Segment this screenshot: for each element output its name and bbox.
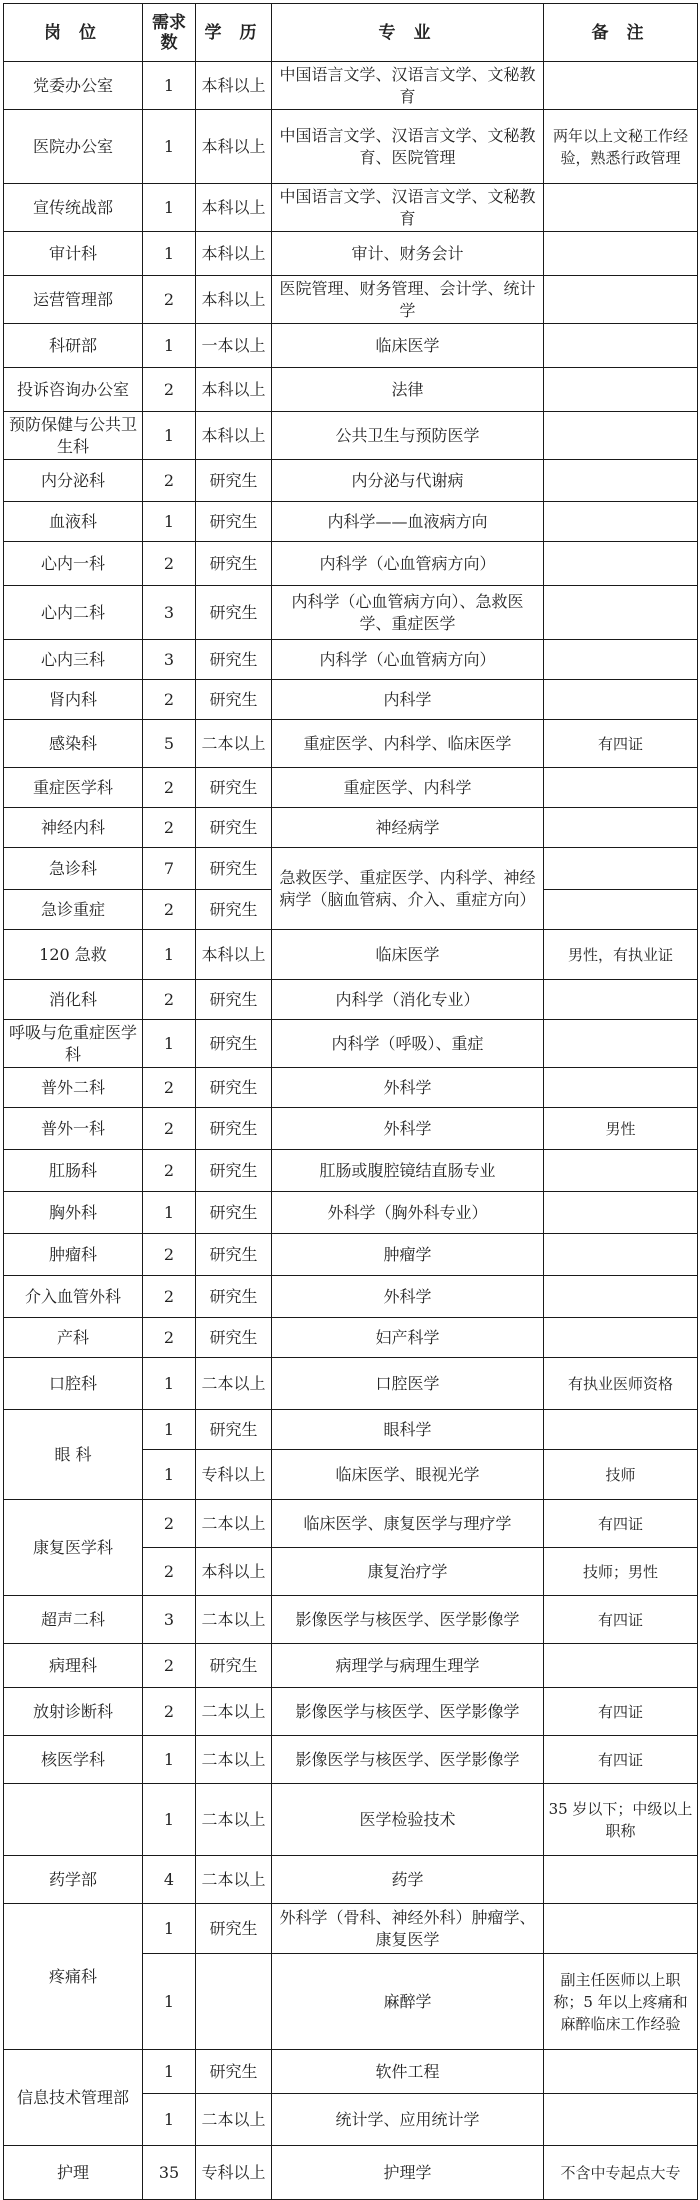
cell-education: 二本以上 [196, 1500, 272, 1548]
cell-count: 1 [143, 1358, 196, 1410]
cell-education: 专科以上 [196, 2146, 272, 2200]
table-row [4, 2050, 698, 2094]
cell-education: 二本以上 [196, 1736, 272, 1784]
cell-major: 临床医学、康复医学与理疗学 [272, 1500, 544, 1548]
table-row [4, 2146, 698, 2200]
cell-note [544, 1020, 698, 1068]
cell-note [544, 62, 698, 110]
table-row [4, 1410, 698, 1450]
cell-education: 研究生 [196, 1904, 272, 1954]
table-row [4, 1500, 698, 1548]
cell-note [544, 1150, 698, 1192]
cell-major: 内科学（心血管病方向） [272, 542, 544, 586]
cell-position: 病理科 [4, 1644, 143, 1688]
cell-count: 2 [143, 1500, 196, 1548]
cell-education: 二本以上 [196, 720, 272, 768]
cell-note: 不含中专起点大专 [544, 2146, 698, 2200]
cell-note [544, 1410, 698, 1450]
table-row [4, 586, 698, 640]
cell-count: 2 [143, 1318, 196, 1358]
cell-position: 预防保健与公共卫生科 [4, 412, 143, 460]
cell-count: 1 [143, 1904, 196, 1954]
cell-major: 病理学与病理生理学 [272, 1644, 544, 1688]
cell-note [544, 1276, 698, 1318]
cell-major: 中国语言文学、汉语言文学、文秘教育 [272, 184, 544, 232]
cell-position: 运营管理部 [4, 276, 143, 324]
cell-note [544, 1234, 698, 1276]
cell-count: 2 [143, 1234, 196, 1276]
cell-major: 外科学（胸外科专业） [272, 1192, 544, 1234]
cell-education: 研究生 [196, 1150, 272, 1192]
cell-major: 医院管理、财务管理、会计学、统计学 [272, 276, 544, 324]
cell-count: 1 [143, 1784, 196, 1856]
cell-position: 药学部 [4, 1856, 143, 1904]
cell-position [4, 1784, 143, 1856]
cell-major: 外科学 [272, 1068, 544, 1108]
cell-major: 肛肠或腹腔镜结直肠专业 [272, 1150, 544, 1192]
table-row [4, 1784, 698, 1856]
cell-count: 35 [143, 2146, 196, 2200]
cell-education: 研究生 [196, 1644, 272, 1688]
cell-count: 1 [143, 412, 196, 460]
cell-education: 本科以上 [196, 368, 272, 412]
table-row [4, 1192, 698, 1234]
table-row [4, 768, 698, 808]
cell-position: 放射诊断科 [4, 1688, 143, 1736]
cell-education [196, 1954, 272, 2050]
cell-note [544, 586, 698, 640]
cell-education: 研究生 [196, 680, 272, 720]
cell-note [544, 1904, 698, 1954]
cell-position: 超声二科 [4, 1596, 143, 1644]
cell-note [544, 184, 698, 232]
cell-count: 2 [143, 1068, 196, 1108]
cell-education: 研究生 [196, 768, 272, 808]
cell-note: 男性 [544, 1108, 698, 1150]
table-row [4, 412, 698, 460]
cell-count: 3 [143, 640, 196, 680]
cell-education: 本科以上 [196, 1548, 272, 1596]
cell-position: 心内一科 [4, 542, 143, 586]
table-row [4, 1856, 698, 1904]
cell-note [544, 768, 698, 808]
cell-education: 二本以上 [196, 1358, 272, 1410]
cell-education: 本科以上 [196, 930, 272, 980]
cell-count: 2 [143, 460, 196, 502]
cell-position: 消化科 [4, 980, 143, 1020]
cell-note [544, 848, 698, 890]
cell-note: 有四证 [544, 1596, 698, 1644]
cell-education: 二本以上 [196, 2094, 272, 2146]
cell-major: 内科学（心血管病方向）、急救医学、重症医学 [272, 586, 544, 640]
cell-count: 3 [143, 586, 196, 640]
cell-education: 研究生 [196, 586, 272, 640]
cell-count: 2 [143, 680, 196, 720]
cell-major: 内分泌与代谢病 [272, 460, 544, 502]
cell-note [544, 460, 698, 502]
table-row [4, 502, 698, 542]
cell-major: 内科学——血液病方向 [272, 502, 544, 542]
cell-note: 男性，有执业证 [544, 930, 698, 980]
table-row [4, 1318, 698, 1358]
cell-major: 内科学（呼吸）、重症 [272, 1020, 544, 1068]
cell-position: 内分泌科 [4, 460, 143, 502]
header-education: 学 历 [196, 4, 272, 62]
cell-count: 1 [143, 502, 196, 542]
table-row [4, 1736, 698, 1784]
table-row [4, 542, 698, 586]
cell-position: 120 急救 [4, 930, 143, 980]
cell-count: 1 [143, 1192, 196, 1234]
cell-count: 2 [143, 1276, 196, 1318]
cell-major: 神经病学 [272, 808, 544, 848]
cell-education: 研究生 [196, 502, 272, 542]
cell-count: 2 [143, 1108, 196, 1150]
table-row [4, 324, 698, 368]
cell-education: 二本以上 [196, 1688, 272, 1736]
cell-count: 1 [143, 1450, 196, 1500]
cell-position: 医院办公室 [4, 110, 143, 184]
cell-note [544, 1318, 698, 1358]
table-row [4, 1020, 698, 1068]
cell-position: 介入血管外科 [4, 1276, 143, 1318]
cell-major: 麻醉学 [272, 1954, 544, 2050]
cell-count: 3 [143, 1596, 196, 1644]
cell-count: 2 [143, 368, 196, 412]
table-row [4, 184, 698, 232]
cell-note [544, 1192, 698, 1234]
table-row [4, 1358, 698, 1410]
cell-major: 医学检验技术 [272, 1784, 544, 1856]
cell-major: 中国语言文学、汉语言文学、文秘教育、医院管理 [272, 110, 544, 184]
table-row [4, 640, 698, 680]
cell-note [544, 502, 698, 542]
cell-count: 2 [143, 276, 196, 324]
cell-education: 研究生 [196, 542, 272, 586]
cell-education: 研究生 [196, 1192, 272, 1234]
cell-position: 审计科 [4, 232, 143, 276]
cell-count: 2 [143, 542, 196, 586]
cell-major: 统计学、应用统计学 [272, 2094, 544, 2146]
cell-major: 内科学 [272, 680, 544, 720]
cell-note: 副主任医师以上职称；5 年以上疼痛和麻醉临床工作经验 [544, 1954, 698, 2050]
cell-major: 审计、财务会计 [272, 232, 544, 276]
cell-major: 法律 [272, 368, 544, 412]
cell-count: 2 [143, 980, 196, 1020]
cell-note: 有四证 [544, 1500, 698, 1548]
cell-position: 急诊科 [4, 848, 143, 890]
cell-education: 本科以上 [196, 276, 272, 324]
cell-position: 急诊重症 [4, 890, 143, 930]
cell-note: 技师 [544, 1450, 698, 1500]
cell-note [544, 276, 698, 324]
cell-note [544, 232, 698, 276]
cell-count: 2 [143, 1688, 196, 1736]
cell-education: 本科以上 [196, 62, 272, 110]
header-major: 专 业 [272, 4, 544, 62]
cell-position: 信息技术管理部 [4, 2050, 143, 2146]
cell-education: 研究生 [196, 980, 272, 1020]
cell-note: 技师；男性 [544, 1548, 698, 1596]
cell-position: 党委办公室 [4, 62, 143, 110]
recruitment-table [3, 3, 698, 2200]
cell-education: 研究生 [196, 1234, 272, 1276]
cell-count: 1 [143, 930, 196, 980]
cell-position: 核医学科 [4, 1736, 143, 1784]
cell-position: 护理 [4, 2146, 143, 2200]
cell-count: 1 [143, 110, 196, 184]
cell-education: 一本以上 [196, 324, 272, 368]
cell-major: 内科学（心血管病方向） [272, 640, 544, 680]
table-row [4, 720, 698, 768]
cell-count: 4 [143, 1856, 196, 1904]
cell-major: 肿瘤学 [272, 1234, 544, 1276]
cell-education: 研究生 [196, 1410, 272, 1450]
cell-note [544, 808, 698, 848]
header-row [4, 4, 698, 62]
cell-count: 2 [143, 1644, 196, 1688]
table-row [4, 1688, 698, 1736]
table-row [4, 848, 698, 890]
cell-count: 2 [143, 808, 196, 848]
cell-major: 影像医学与核医学、医学影像学 [272, 1736, 544, 1784]
table-row [4, 1068, 698, 1108]
cell-count: 2 [143, 890, 196, 930]
cell-education: 本科以上 [196, 184, 272, 232]
table-row [4, 1904, 698, 1954]
cell-position: 康复医学科 [4, 1500, 143, 1596]
cell-position: 心内三科 [4, 640, 143, 680]
cell-position: 神经内科 [4, 808, 143, 848]
cell-position: 肾内科 [4, 680, 143, 720]
cell-note: 有四证 [544, 1736, 698, 1784]
cell-count: 2 [143, 1548, 196, 1596]
table-row [4, 680, 698, 720]
cell-education: 二本以上 [196, 1856, 272, 1904]
cell-major: 妇产科学 [272, 1318, 544, 1358]
cell-note [544, 2050, 698, 2094]
cell-major: 外科学（骨科、神经外科）肿瘤学、康复医学 [272, 1904, 544, 1954]
table-row [4, 1276, 698, 1318]
cell-count: 1 [143, 1954, 196, 2050]
cell-major: 急救医学、重症医学、内科学、神经病学（脑血管病、介入、重症方向） [272, 848, 544, 930]
table-row [4, 1150, 698, 1192]
cell-major: 口腔医学 [272, 1358, 544, 1410]
cell-count: 1 [143, 2094, 196, 2146]
cell-position: 感染科 [4, 720, 143, 768]
table-row [4, 276, 698, 324]
cell-count: 1 [143, 324, 196, 368]
table-row [4, 980, 698, 1020]
cell-count: 5 [143, 720, 196, 768]
cell-note [544, 980, 698, 1020]
cell-note [544, 2094, 698, 2146]
cell-note: 有执业医师资格 [544, 1358, 698, 1410]
table-row [4, 62, 698, 110]
cell-count: 1 [143, 62, 196, 110]
table-row [4, 460, 698, 502]
cell-major: 康复治疗学 [272, 1548, 544, 1596]
table-row [4, 1108, 698, 1150]
cell-education: 研究生 [196, 848, 272, 890]
cell-note [544, 680, 698, 720]
cell-education: 本科以上 [196, 412, 272, 460]
cell-count: 1 [143, 232, 196, 276]
cell-education: 二本以上 [196, 1784, 272, 1856]
cell-count: 1 [143, 2050, 196, 2094]
cell-note: 有四证 [544, 720, 698, 768]
cell-position: 胸外科 [4, 1192, 143, 1234]
cell-major: 公共卫生与预防医学 [272, 412, 544, 460]
cell-education: 研究生 [196, 2050, 272, 2094]
cell-note [544, 890, 698, 930]
cell-major: 眼科学 [272, 1410, 544, 1450]
cell-education: 专科以上 [196, 1450, 272, 1500]
cell-count: 1 [143, 1736, 196, 1784]
cell-count: 2 [143, 1150, 196, 1192]
cell-position: 重症医学科 [4, 768, 143, 808]
cell-note [544, 412, 698, 460]
cell-major: 临床医学 [272, 324, 544, 368]
table-row [4, 110, 698, 184]
cell-note [544, 1644, 698, 1688]
table-row [4, 1644, 698, 1688]
header-position: 岗 位 [4, 4, 143, 62]
table-row [4, 232, 698, 276]
cell-count: 2 [143, 768, 196, 808]
cell-position: 疼痛科 [4, 1904, 143, 2050]
cell-education: 研究生 [196, 460, 272, 502]
cell-position: 心内二科 [4, 586, 143, 640]
cell-education: 研究生 [196, 1020, 272, 1068]
cell-position: 科研部 [4, 324, 143, 368]
cell-note [544, 324, 698, 368]
cell-position: 普外一科 [4, 1108, 143, 1150]
cell-education: 本科以上 [196, 232, 272, 276]
cell-position: 口腔科 [4, 1358, 143, 1410]
cell-major: 软件工程 [272, 2050, 544, 2094]
cell-major: 外科学 [272, 1108, 544, 1150]
table-row [4, 368, 698, 412]
cell-position: 产科 [4, 1318, 143, 1358]
cell-note [544, 368, 698, 412]
cell-note: 35 岁以下；中级以上职称 [544, 1784, 698, 1856]
cell-education: 研究生 [196, 640, 272, 680]
table-row [4, 1596, 698, 1644]
cell-position: 血液科 [4, 502, 143, 542]
header-note: 备 注 [544, 4, 698, 62]
table-row [4, 808, 698, 848]
cell-education: 研究生 [196, 1108, 272, 1150]
cell-education: 本科以上 [196, 110, 272, 184]
cell-position: 呼吸与危重症医学科 [4, 1020, 143, 1068]
cell-position: 宣传统战部 [4, 184, 143, 232]
table-row [4, 1234, 698, 1276]
cell-major: 临床医学、眼视光学 [272, 1450, 544, 1500]
cell-major: 外科学 [272, 1276, 544, 1318]
cell-position: 普外二科 [4, 1068, 143, 1108]
cell-note [544, 1856, 698, 1904]
cell-education: 研究生 [196, 890, 272, 930]
cell-major: 重症医学、内科学、临床医学 [272, 720, 544, 768]
cell-note [544, 640, 698, 680]
cell-position: 眼 科 [4, 1410, 143, 1500]
cell-note: 有四证 [544, 1688, 698, 1736]
cell-major: 临床医学 [272, 930, 544, 980]
table-row [4, 930, 698, 980]
cell-major: 影像医学与核医学、医学影像学 [272, 1596, 544, 1644]
cell-education: 研究生 [196, 1318, 272, 1358]
cell-position: 投诉咨询办公室 [4, 368, 143, 412]
cell-major: 药学 [272, 1856, 544, 1904]
cell-note [544, 542, 698, 586]
cell-education: 研究生 [196, 1068, 272, 1108]
cell-education: 研究生 [196, 1276, 272, 1318]
cell-position: 肛肠科 [4, 1150, 143, 1192]
cell-note [544, 1068, 698, 1108]
cell-major: 中国语言文学、汉语言文学、文秘教育 [272, 62, 544, 110]
cell-count: 1 [143, 184, 196, 232]
cell-major: 影像医学与核医学、医学影像学 [272, 1688, 544, 1736]
cell-major: 内科学（消化专业） [272, 980, 544, 1020]
cell-major: 护理学 [272, 2146, 544, 2200]
cell-education: 二本以上 [196, 1596, 272, 1644]
cell-education: 研究生 [196, 808, 272, 848]
cell-note: 两年以上文秘工作经验，熟悉行政管理 [544, 110, 698, 184]
cell-count: 1 [143, 1410, 196, 1450]
cell-count: 1 [143, 1020, 196, 1068]
header-count: 需求数 [143, 4, 196, 62]
cell-position: 肿瘤科 [4, 1234, 143, 1276]
cell-count: 7 [143, 848, 196, 890]
cell-major: 重症医学、内科学 [272, 768, 544, 808]
